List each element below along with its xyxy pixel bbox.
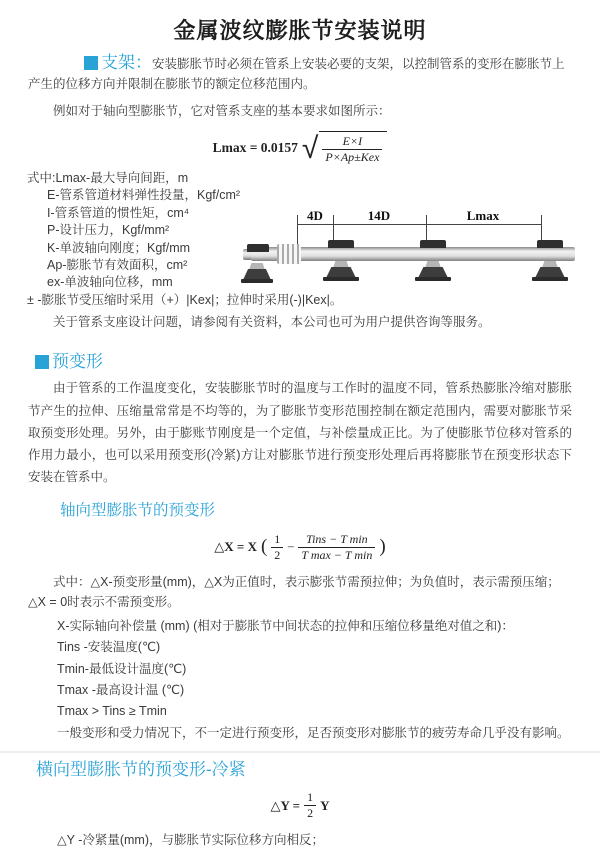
saddle-support [530, 219, 570, 281]
half-fraction: $\frac{1}{2}$ [271, 532, 283, 563]
axial-definition-list [57, 616, 600, 744]
formula-lmax-lhs: Lmax = 0.0157 [212, 140, 298, 155]
definition-line: ex-单波轴向位移，mm [47, 275, 173, 290]
section-bullet-icon [84, 56, 98, 70]
page-title: 金属波纹膨胀节安装说明 [173, 18, 427, 43]
support-intro-paragraph [28, 53, 572, 94]
formula-delta-x: △X = X ( $\frac{1}{2}$ − $\frac{\text{Tins − T min}}{\text{T max − T min}}$ ) [214, 531, 386, 562]
dim-label-4d: 4D [307, 208, 323, 223]
saddle-support [413, 219, 453, 281]
temperature-fraction: $\frac{\text{Tins − T min}}{\text{T max − T min}}$ [298, 532, 375, 563]
definition-line: Ap-膨胀节有效面积，cm² [47, 258, 188, 273]
definition-line: E-管系管道材料弹性投量，Kgf/cm² [47, 188, 241, 203]
axial-explanation-paragraph: 式中：△X-预变形量(mm)，△X为正值时，表示膨张节需预拉伸；为负值时，表示需预压缩；△X = 0时表示不需预变形。 [28, 574, 560, 609]
axial-subheading: 轴向型膨胀节的预变形 [60, 501, 216, 519]
definition-line: X-实际轴向补偿量 (mm) (相对于膨胀节中间状态的拉伸和压缩位移量绝对值之和)： [57, 618, 514, 633]
left-paren: ( [260, 536, 268, 558]
definition-line: I-管系管道的惯性矩，cm⁴ [47, 205, 190, 220]
support-paragraph-text: 安装膨胀节时必须在管系上安装必要的支架，以控制管系的变形在膨胀节上产生的位移方向并限制在膨胀节的额定位移范围内。 [28, 57, 565, 91]
sqrt-radical-icon: √ [301, 130, 319, 166]
definition-line: K-单波轴向刚度；Kgf/mm [47, 240, 191, 255]
definition-line: Tmin-最低设计温度(℃) [57, 661, 187, 676]
minus-operator: − [287, 539, 295, 554]
anchor-support [243, 219, 283, 281]
section-support-heading: 支架： [101, 53, 152, 72]
definition-line: ± -膨胀节受压缩时采用（+）|Kex|；拉伸时采用(-)|Kex|。 [27, 292, 343, 307]
definition-line: Tmax -最高设计温 (℃) [57, 682, 185, 697]
support-example-paragraph: 例如对于轴向型膨胀节，它对管系支座的基本要求如图所示： [53, 104, 391, 118]
section-bullet-icon [35, 355, 49, 369]
predeform-paragraph: 由于管系的工作温度变化，安装膨胀节时的温度与工作时的温度不同，管系热膨胀冷缩对膨胀节产生的拉伸、压缩量常常是不均等的，为了膨胀节变形范围控制在额定范围内，需要对膨胀节采取预变形处理。另外，由于膨账节刚度是一个定值，与补偿量成正比。为了使膨胀节位移对管系的作用力最小，也可以采用预变形(冷紧)方让对膨胀节进行预变形处理后再将膨胀节在预变形状态下安装在管系中。 [28, 381, 572, 485]
dim-label-14d: 14D [367, 208, 391, 223]
right-paren: ) [379, 536, 386, 558]
support-note: 关于管系支座设计问题，请参阅有关资料，本公司也可为用户提供咨询等服务。 [53, 315, 491, 330]
lateral-subheading: 横向型膨胀节的预变形-冷紧 [36, 760, 246, 780]
formula-lmax-fraction: $\frac{E\times I}{\text{P×Ap±Kex}}$ [322, 134, 382, 165]
dim-label-lmax: Lmax [466, 208, 500, 223]
pipe-support-diagram [243, 207, 595, 302]
section-predeform-heading: 预变形 [35, 347, 600, 372]
definition-line: P-设计压力，Kgf/mm² [47, 223, 170, 238]
half-fraction: $\frac{1}{2}$ [304, 790, 316, 821]
definition-line: Tins -安装温度(℃) [57, 640, 161, 655]
definition-line: 式中:Lmax-最大导向间距，m [27, 171, 189, 185]
saddle-support [321, 219, 361, 281]
definition-line: Tmax > Tins ≥ Tmin [57, 704, 167, 719]
formula-lmax [0, 131, 600, 165]
definition-line: 一般变形和受力情况下，不一定进行预变形，足否预变形对膨胀节的疲劳寿命几乎没有影响。 [57, 725, 570, 740]
formula-delta-y: △Y = $\frac{1}{2}$ Y [270, 790, 330, 821]
lateral-note: △Y -冷紧量(mm)，与膨胀节实际位移方向相反； [57, 833, 325, 848]
